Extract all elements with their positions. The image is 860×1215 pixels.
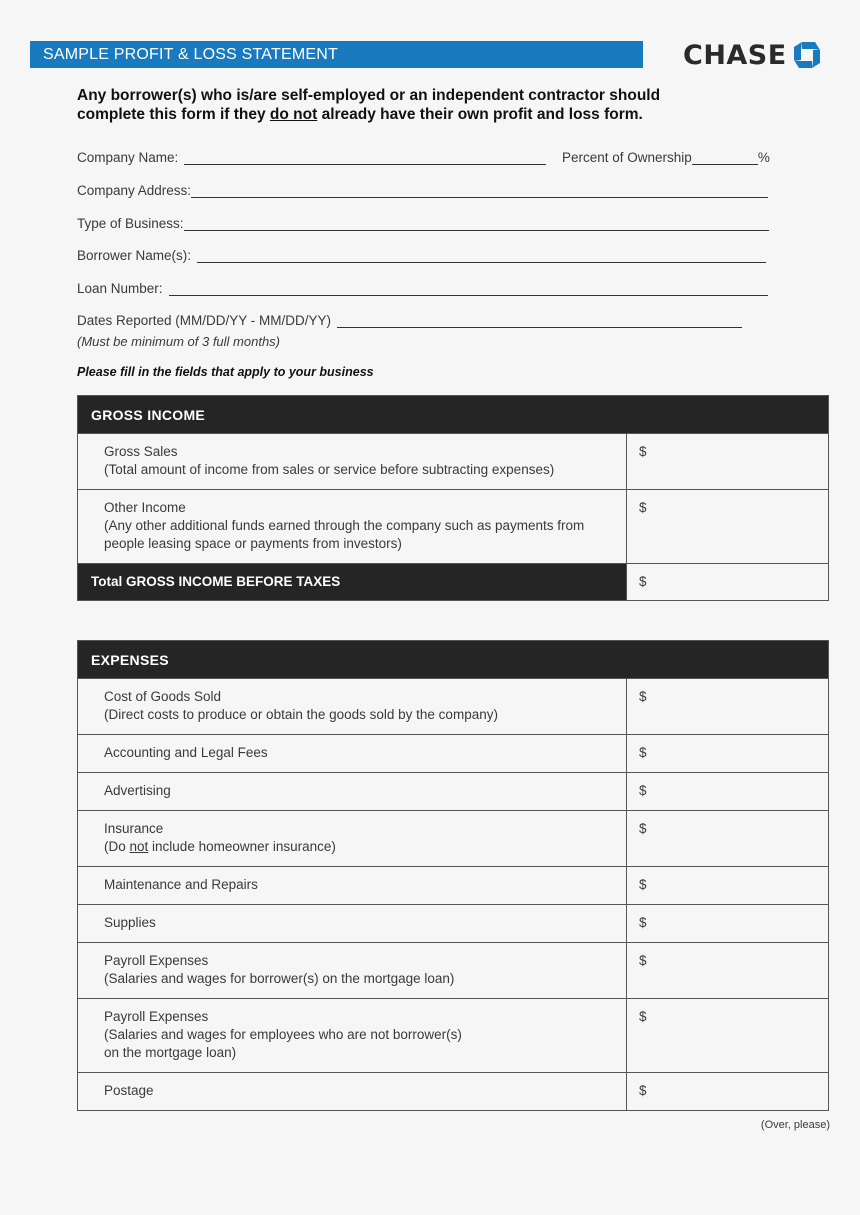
table-row <box>78 679 829 735</box>
intro-emphasis: do not <box>269 106 318 123</box>
borrower-names-input[interactable] <box>197 248 766 263</box>
percent-ownership-field <box>562 150 770 165</box>
row-title: Advertising <box>104 783 171 798</box>
row-title: Payroll Expenses <box>104 1009 209 1024</box>
currency-symbol: $ <box>639 689 647 704</box>
gross-income-table <box>77 395 829 601</box>
currency-symbol: $ <box>639 1009 647 1024</box>
type-of-business-input[interactable] <box>184 216 769 231</box>
table-row <box>78 811 829 867</box>
company-name-field <box>77 150 546 165</box>
dates-note: (Must be minimum of 3 full months) <box>77 334 281 349</box>
table-row <box>78 905 829 943</box>
currency-symbol: $ <box>639 500 647 515</box>
chase-octagon-icon <box>793 41 821 69</box>
maintenance-label <box>78 867 627 905</box>
gross-income-total-row <box>78 564 829 601</box>
row-description: (Direct costs to produce or obtain the goods sold by the company) <box>104 707 498 722</box>
page-title-bar <box>30 41 643 68</box>
dates-reported-field <box>77 313 742 328</box>
over-please-note: (Over, please) <box>760 1119 830 1131</box>
table-row <box>78 943 829 999</box>
postage-amount[interactable] <box>627 1073 829 1111</box>
other-income-amount[interactable] <box>627 490 829 564</box>
loan-number-label: Loan Number: <box>77 281 163 296</box>
intro-text <box>77 86 777 124</box>
intro-line-2-end: already have their own profit and loss form. <box>317 106 643 123</box>
currency-symbol: $ <box>639 783 647 798</box>
loan-number-field <box>77 281 768 296</box>
row-description: (Salaries and wages for employees who are not borrower(s) <box>104 1027 462 1042</box>
gross-income-total-amount[interactable] <box>627 564 829 601</box>
row-title: Payroll Expenses <box>104 953 209 968</box>
company-address-field <box>77 183 768 198</box>
row-description: (Total amount of income from sales or service before subtracting expenses) <box>104 462 555 477</box>
row-title: Other Income <box>104 500 186 515</box>
currency-symbol: $ <box>639 1083 647 1098</box>
accounting-fees-label <box>78 735 627 773</box>
type-of-business-label: Type of Business: <box>77 216 184 231</box>
row-title: Maintenance and Repairs <box>104 877 258 892</box>
supplies-amount[interactable] <box>627 905 829 943</box>
row-description: on the mortgage loan) <box>104 1045 237 1060</box>
expenses-header-row <box>78 641 829 679</box>
company-address-input[interactable] <box>191 183 768 198</box>
chase-logo <box>683 40 821 70</box>
table-row <box>78 999 829 1073</box>
dates-reported-input[interactable] <box>337 313 742 328</box>
table-row <box>78 773 829 811</box>
currency-symbol: $ <box>639 915 647 930</box>
accounting-fees-amount[interactable] <box>627 735 829 773</box>
borrower-names-field <box>77 248 766 263</box>
insurance-desc-end: include homeowner insurance) <box>148 839 336 854</box>
row-title: Postage <box>104 1083 154 1098</box>
row-title: Accounting and Legal Fees <box>104 745 268 760</box>
dates-reported-label: Dates Reported (MM/DD/YY - MM/DD/YY) <box>77 313 332 328</box>
intro-line-1: Any borrower(s) who is/are self-employed or an independent contractor should <box>77 87 661 104</box>
percent-ownership-input[interactable] <box>692 150 758 165</box>
postage-label <box>78 1073 627 1111</box>
gross-sales-label <box>78 434 627 490</box>
company-name-label: Company Name: <box>77 150 179 165</box>
type-of-business-field <box>77 216 769 231</box>
expenses-table <box>77 640 829 1111</box>
insurance-desc-start: (Do <box>104 839 130 854</box>
table-row <box>78 735 829 773</box>
cost-of-goods-label <box>78 679 627 735</box>
row-title: Cost of Goods Sold <box>104 689 222 704</box>
gross-sales-amount[interactable] <box>627 434 829 490</box>
row-title: Supplies <box>104 915 156 930</box>
advertising-amount[interactable] <box>627 773 829 811</box>
percent-symbol: % <box>757 150 770 165</box>
insurance-label <box>78 811 627 867</box>
cost-of-goods-amount[interactable] <box>627 679 829 735</box>
insurance-emphasis: not <box>129 839 149 854</box>
borrower-names-label: Borrower Name(s): <box>77 248 192 263</box>
advertising-label <box>78 773 627 811</box>
currency-symbol: $ <box>639 877 647 892</box>
intro-line-2-start: complete this form if they <box>77 106 270 123</box>
company-name-input[interactable] <box>184 150 546 165</box>
row-title: Gross Sales <box>104 444 178 459</box>
insurance-amount[interactable] <box>627 811 829 867</box>
expenses-heading: EXPENSES <box>78 641 829 679</box>
gross-income-heading: GROSS INCOME <box>78 396 829 434</box>
payroll-borrowers-label <box>78 943 627 999</box>
supplies-label <box>78 905 627 943</box>
percent-ownership-label: Percent of Ownership <box>562 150 692 165</box>
currency-symbol: $ <box>639 821 647 836</box>
company-address-label: Company Address: <box>77 183 192 198</box>
row-description: (Salaries and wages for borrower(s) on the mortgage loan) <box>104 971 455 986</box>
table-row <box>78 434 829 490</box>
instruction-text: Please fill in the fields that apply to your business <box>77 365 374 379</box>
loan-number-input[interactable] <box>169 281 768 296</box>
intro-line-2 <box>77 105 777 124</box>
gross-income-header-row <box>78 396 829 434</box>
row-title: Insurance <box>104 821 164 836</box>
table-row <box>78 867 829 905</box>
currency-symbol: $ <box>639 444 647 459</box>
other-income-label <box>78 490 627 564</box>
row-description: (Any other additional funds earned through the company such as payments from people leasing space or payments from investors) <box>104 518 585 551</box>
page-title: SAMPLE PROFIT & LOSS STATEMENT <box>43 46 338 63</box>
payroll-employees-label <box>78 999 627 1073</box>
table-row <box>78 1073 829 1111</box>
maintenance-amount[interactable] <box>627 867 829 905</box>
row-description <box>104 838 600 856</box>
table-row <box>78 490 829 564</box>
currency-symbol: $ <box>639 745 647 760</box>
currency-symbol: $ <box>639 574 647 589</box>
gross-income-total-label: Total GROSS INCOME BEFORE TAXES <box>78 564 627 601</box>
payroll-borrowers-amount[interactable] <box>627 943 829 999</box>
payroll-employees-amount[interactable] <box>627 999 829 1073</box>
currency-symbol: $ <box>639 953 647 968</box>
logo-text: CHASE <box>683 39 787 71</box>
